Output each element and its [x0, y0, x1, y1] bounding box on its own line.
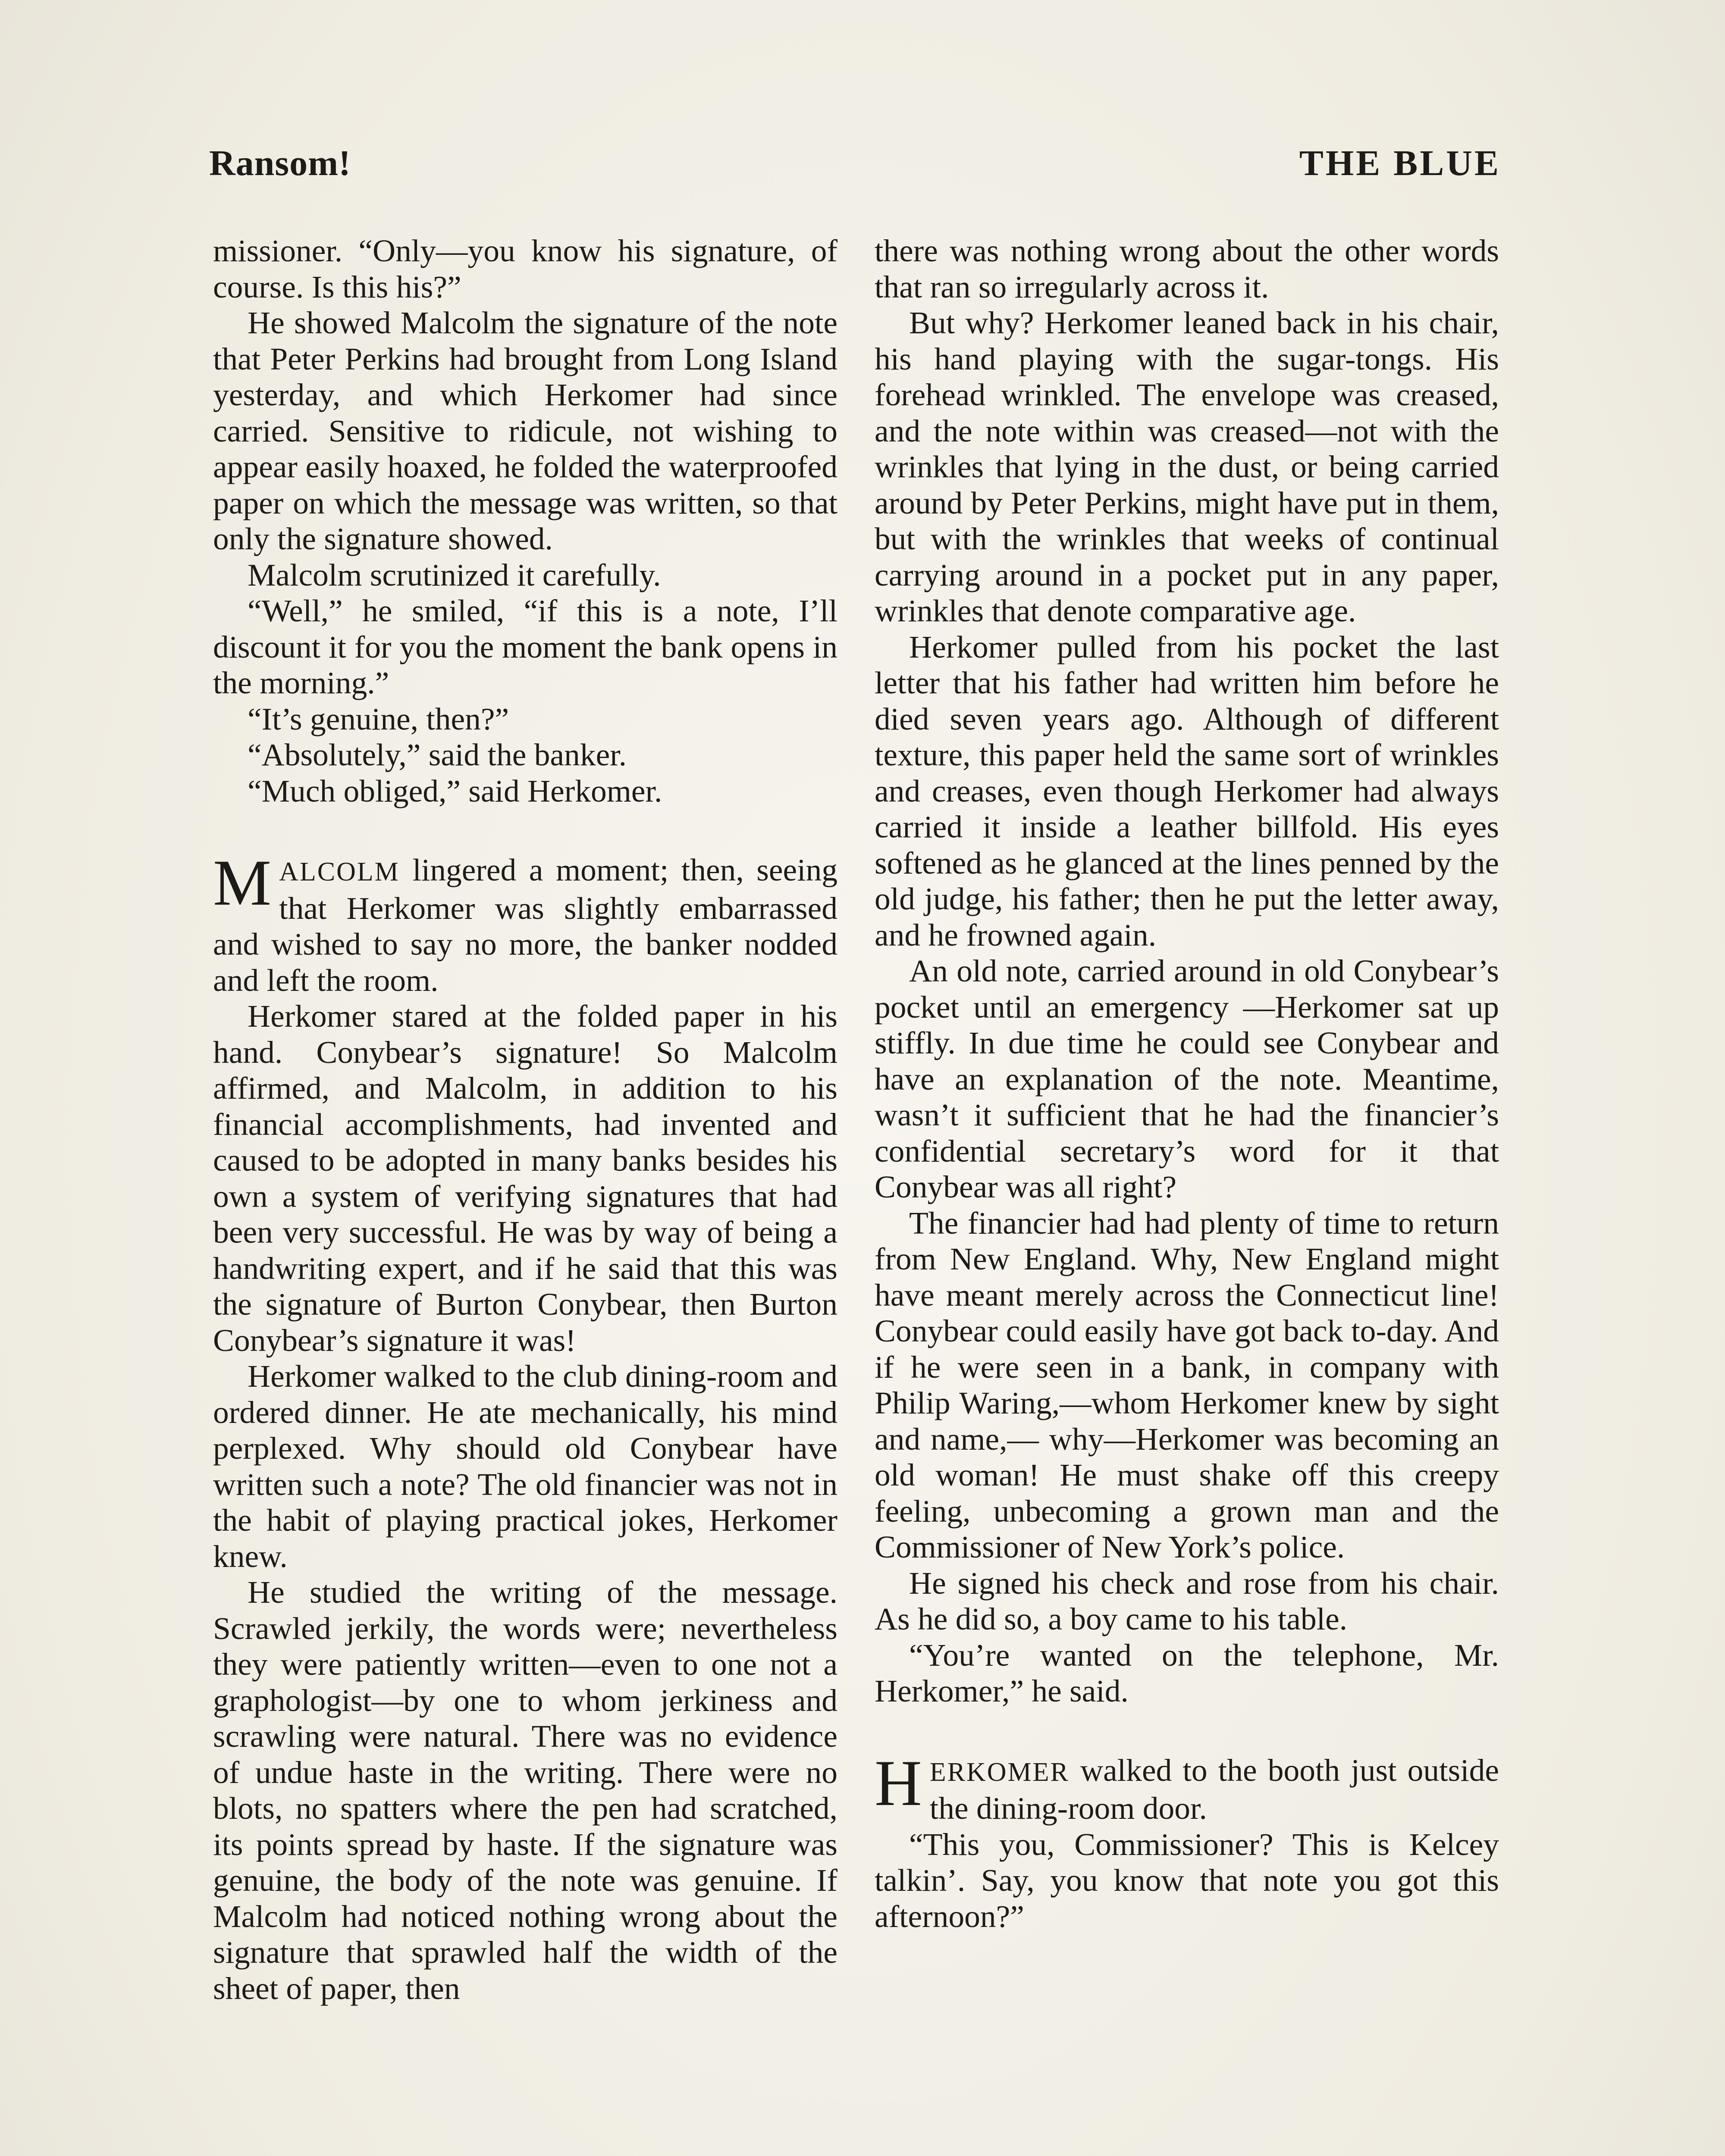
paragraph: He showed Malcolm the signature of the note that Peter Perkins had brought from Long Island yesterday, and which Herkomer had since carried. Sensitive to ridicule, not wishing to appear easily hoaxed, he folded the waterproofed paper on which the message was written, so that only the signature showed.	[213, 305, 837, 556]
dropcap-paragraph	[875, 1746, 1499, 1827]
paragraph: Herkomer stared at the folded paper in his hand. Conybear’s signature! So Malcolm affirmed, and Malcolm, in addition to his financial accomplishments, had invented and caused to be adopted in many banks besides his own a system of verifying signatures that had been very successful. He was by way of being a handwriting expert, and if he said that this was the signature of Burton Conybear, then Burton Conybear’s signature it was!	[213, 999, 837, 1358]
paragraph: “Absolutely,” said the banker.	[248, 737, 627, 772]
paragraph: Malcolm scrutinized it carefully.	[248, 557, 661, 592]
paragraph: The financier had had plenty of time to return from New England. Why, New England might have meant merely across the Connecticut line! Conybear could easily have got back to-day. And if he were seen in a bank, in company with Philip Waring,—whom Herkomer knew by sight and name,— why—Herkomer was becoming an old woman! He must shake off this creepy feeling, unbecoming a grown man and the Commissioner of New York’s police.	[875, 1205, 1499, 1564]
paragraph: “Well,” he smiled, “if this is a note, I’ll discount it for you the moment the bank opens in the morning.”	[213, 593, 837, 700]
small-caps-lead: ALCOLM	[279, 857, 400, 887]
small-caps-lead: ERKOMER	[929, 1757, 1070, 1787]
left-text-column	[213, 233, 837, 2006]
paragraph: “It’s genuine, then?”	[248, 701, 509, 736]
magazine-title-header: THE BLUE	[1299, 143, 1501, 183]
story-title-header: Ransom!	[209, 143, 351, 183]
right-text-column	[875, 233, 1499, 1934]
paragraph: An old note, carried around in old Conybear’s pocket until an emergency —Herkomer sat up stiffly. In due time he could see Conybear and have an explanation of the note. Meantime, wasn’t it sufficient that he had the financier’s confidential secretary’s word for it that Conybear was all right?	[875, 953, 1499, 1204]
paragraph: “This you, Commissioner? This is Kelcey talkin’. Say, you know that note you got this afternoon?”	[875, 1827, 1499, 1934]
dropcap-paragraph	[213, 846, 837, 998]
paragraph: there was nothing wrong about the other words that ran so irregularly across it.	[875, 233, 1499, 304]
paragraph: He signed his check and rose from his chair. As he did so, a boy came to his table.	[875, 1565, 1499, 1636]
paragraph: “You’re wanted on the telephone, Mr. Herkomer,” he said.	[875, 1637, 1499, 1708]
paragraph: Herkomer pulled from his pocket the last letter that his father had written him before he died seven years ago. Although of different texture, this paper held the same sort of wrinkles and creases, even though Herkomer had always carried it inside a leather billfold. His eyes softened as he glanced at the lines penned by the old judge, his father; then he put the letter away, and he frowned again.	[875, 629, 1499, 953]
paragraph-text: lingered a moment; then, seeing that Herkomer was slightly embarrassed and wished to say no more, the banker nodded and left the room.	[213, 852, 837, 998]
paragraph-text: walked to the booth just outside the dining-room door.	[929, 1752, 1499, 1826]
paragraph: Herkomer walked to the club dining-room and ordered dinner. He ate mechanically, his mind perplexed. Why should old Conybear have written such a note? The old financier was not in the habit of playing practical jokes, Herkomer knew.	[213, 1359, 837, 1574]
drop-cap: H	[875, 1746, 922, 1819]
paragraph: He studied the writing of the message. Scrawled jerkily, the words were; nevertheless they were patiently written—even to one not a graphologist—by one to whom jerkiness and scrawling were natural. There was no evidence of undue haste in the writing. There were no blots, no spatters where the pen had scratched, its points spread by haste. If the signature was genuine, the body of the note was genuine. If Malcolm had noticed nothing wrong about the signature that sprawled half the width of the sheet of paper, then	[213, 1575, 837, 2006]
drop-cap: M	[213, 846, 272, 919]
paragraph: “Much obliged,” said Herkomer.	[248, 773, 662, 808]
paragraph: missioner. “Only—you know his signature, of course. Is this his?”	[213, 233, 837, 304]
section-break	[875, 1709, 1499, 1752]
running-header	[0, 142, 1725, 194]
paragraph: But why? Herkomer leaned back in his chair, his hand playing with the sugar-tongs. His forehead wrinkled. The envelope was creased, and the note within was creased—not with the wrinkles that lying in the dust, or being carried around by Peter Perkins, might have put in them, but with the wrinkles that weeks of continual carrying around in a pocket put in any paper, wrinkles that denote comparative age.	[875, 305, 1499, 628]
section-break	[213, 809, 837, 852]
